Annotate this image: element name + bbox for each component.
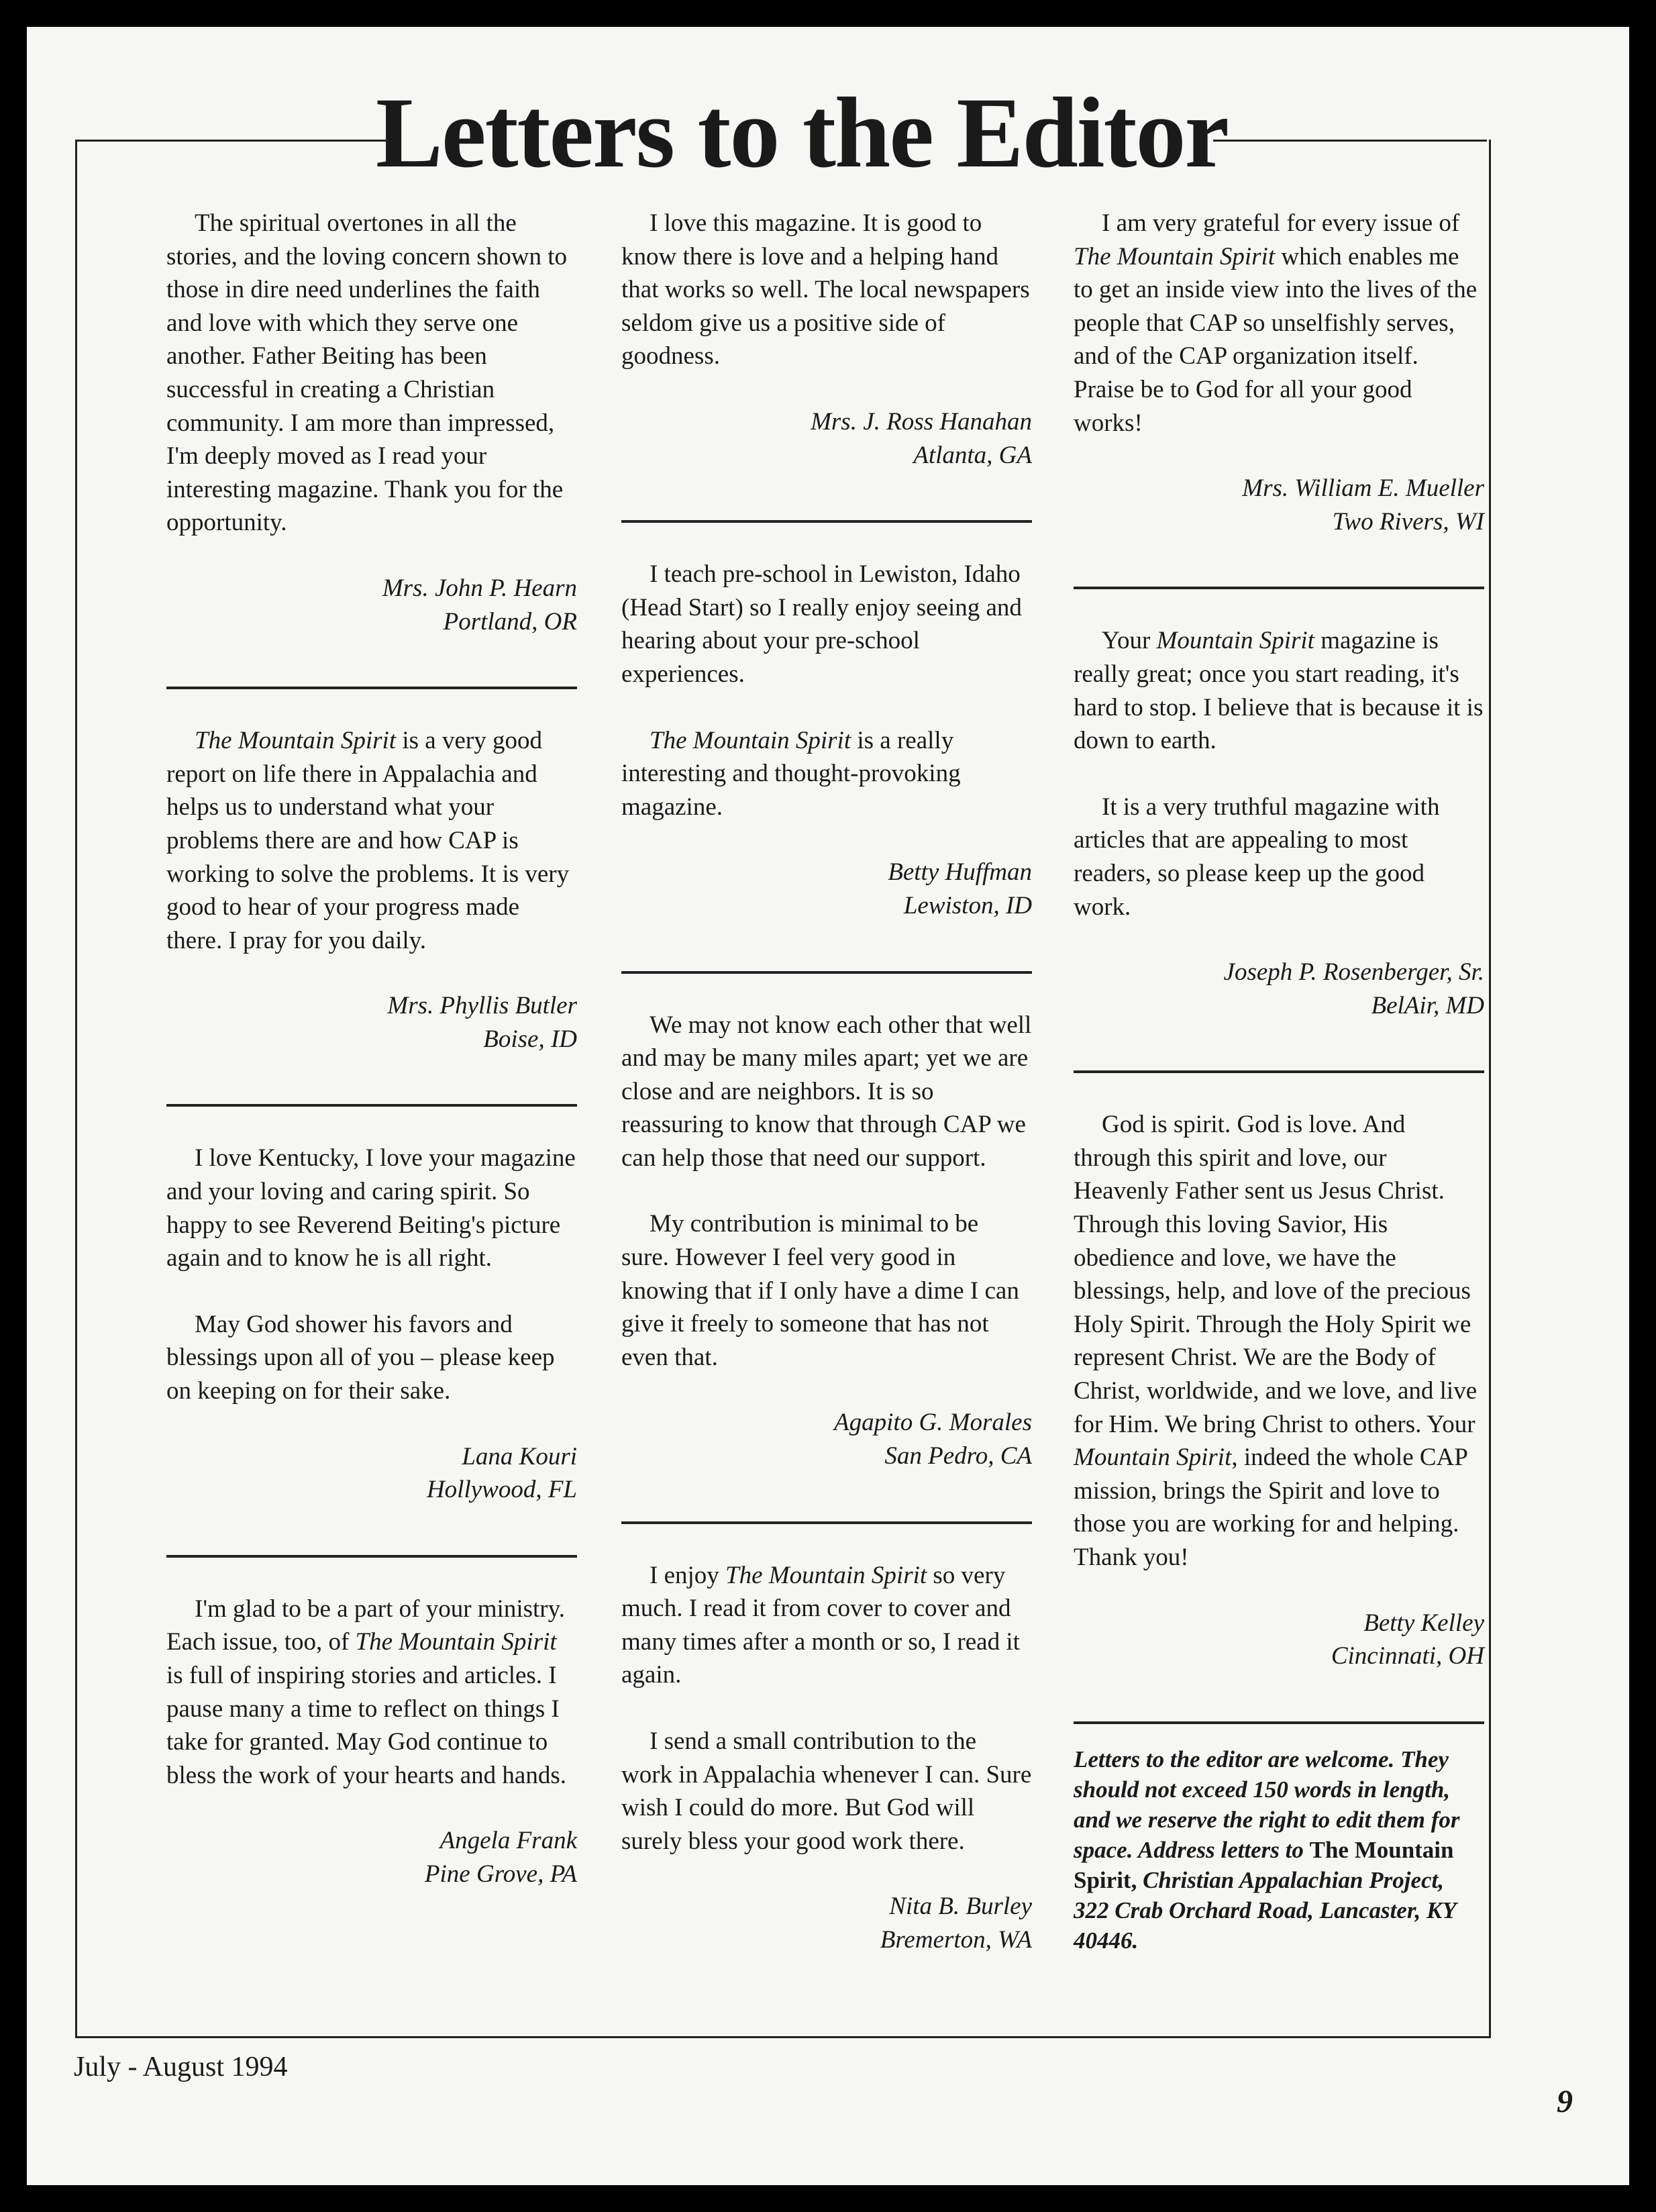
letter-divider	[1074, 1721, 1484, 1724]
signer-name: Nita B. Burley	[889, 1893, 1032, 1921]
signer-location: Two Rivers, WI	[1332, 507, 1484, 536]
signer-name: Betty Huffman	[888, 858, 1032, 887]
letter-divider	[621, 971, 1032, 974]
letter	[1074, 207, 1484, 538]
letter-text: I am very grateful for every issue of The Mountain Spirit which enables me to get an inside view into the lives of the people that CAP so unselfishly serves, and of the CAP organization itself. Praise be to God for all your good works!	[1074, 209, 1478, 437]
signer-location: Pine Grove, PA	[424, 1860, 577, 1888]
signer-location: San Pedro, CA	[884, 1442, 1032, 1470]
signer-name: Joseph P. Rosenberger, Sr.	[1223, 958, 1484, 987]
letter-divider	[166, 687, 577, 689]
letter-divider	[1074, 587, 1484, 589]
letter-signature	[621, 1406, 1032, 1472]
signer-location: Lewiston, ID	[903, 891, 1032, 919]
letter-divider	[166, 1555, 577, 1558]
column-3	[1074, 207, 1484, 1956]
letter-text: I'm glad to be a part of your ministry. Each issue, too, of The Mountain Spirit is full of inspiring stories and articles. I pause many a time to reflect on things I take for granted. May God continue to bless the work of your hearts and hands.	[166, 1595, 566, 1789]
letter	[166, 207, 577, 638]
letter	[166, 1142, 577, 1506]
letter-divider	[166, 1104, 577, 1107]
letter-text: The spiritual overtones in all the stories, and the loving concern shown to those in dire need underlines the faith and love with which they serve one another. Father Beiting has been successful in creating a Christian community. I am more than impressed, I'm deeply moved as I read your interesting magazine. Thank you for the opportunity.	[166, 209, 568, 537]
letter-signature	[1074, 956, 1484, 1022]
letter-text: Your Mountain Spirit magazine is really great; once you start reading, it's hard to stop. I believe that is because it is down to earth.	[1074, 627, 1484, 755]
signer-name: Mrs. Phyllis Butler	[387, 992, 577, 1020]
letter	[621, 558, 1032, 922]
letter-signature	[621, 405, 1032, 472]
page-title: Letters to the Editor	[375, 77, 1229, 189]
column-1	[166, 207, 577, 1891]
letter-signature	[1074, 1607, 1484, 1673]
signer-location: Bremerton, WA	[880, 1925, 1032, 1954]
letter-signature	[621, 1890, 1032, 1956]
signer-location: Hollywood, FL	[426, 1476, 577, 1504]
letter-text: It is a very truthful magazine with articles that are appealing to most readers, so please keep up the good work.	[1074, 793, 1440, 921]
signer-location: Atlanta, GA	[913, 441, 1032, 469]
letter-signature	[166, 989, 577, 1056]
signer-location: Cincinnati, OH	[1331, 1642, 1484, 1670]
letter-text: The Mountain Spirit is a very good report on life there in Appalachia and helps us to understand what your problems there are and how CAP is working to solve the problems. It is very good to hear of your progress made there. I pray for you daily.	[166, 727, 570, 954]
letter-divider	[1074, 1070, 1484, 1073]
signer-name: Betty Kelley	[1363, 1609, 1484, 1637]
letter-signature	[1074, 472, 1484, 538]
letter-divider	[621, 520, 1032, 523]
signer-name: Mrs. J. Ross Hanahan	[811, 407, 1032, 436]
letter-signature	[166, 1440, 577, 1507]
letter-text: I send a small contribution to the work in Appalachia whenever I can. Sure wish I could do more. But God will surely bless your good work there.	[621, 1727, 1032, 1855]
letter-text: My contribution is minimal to be sure. However I feel very good in knowing that if I only have a dime I can give it freely to someone that has not even that.	[621, 1210, 1019, 1371]
letter-text: I teach pre-school in Lewiston, Idaho (Head Start) so I really enjoy seeing and hearing about your pre-school experiences.	[621, 560, 1022, 688]
signer-name: Angela Frank	[439, 1827, 577, 1855]
signer-location: BelAir, MD	[1371, 991, 1484, 1019]
signer-name: Agapito G. Morales	[834, 1409, 1032, 1437]
signer-name: Mrs. William E. Mueller	[1242, 474, 1484, 503]
editor-note: Letters to the editor are welcome. They should not exceed 150 words in length, and we reserve the right to edit them for space. Address letters to The Mountain Spirit, Christian Appalachian Project, 322 Crab Orchard Road, Lancaster, KY 40446.	[1074, 1746, 1460, 1954]
letter-divider	[621, 1521, 1032, 1524]
letter-signature	[166, 1824, 577, 1891]
signer-name: Mrs. John P. Hearn	[382, 574, 577, 602]
letter-text: I love this magazine. It is good to know there is love and a helping hand that works so well. The local newspapers seldom give us a positive side of goodness.	[621, 209, 1030, 370]
column-2	[621, 207, 1032, 1957]
letter-text: God is spirit. God is love. And through this spirit and love, our Heavenly Father sent us Jesus Christ. Through this loving Savior, His obedience and love, we have the blessings, help, and love of the precious Holy Spirit. Through the Holy Spirit we represent Christ. We are the Body of Christ, worldwide, and we love, and live for Him. We bring Christ to others. Your Mountain Spirit, indeed the whole CAP mission, brings the Spirit and love to those you are working for and helping. Thank you!	[1074, 1111, 1478, 1571]
letter-text: I enjoy The Mountain Spirit so very much. I read it from cover to cover and many times after a month or so, I read it again.	[621, 1561, 1020, 1689]
signer-location: Portland, OR	[443, 607, 577, 636]
letter-text: The Mountain Spirit is a really interesting and thought-provoking magazine.	[621, 726, 961, 821]
letter	[1074, 1108, 1484, 1673]
letter-text: May God shower his favors and blessings upon all of you – please keep on keeping on for their sake.	[166, 1310, 555, 1405]
letter	[166, 1593, 577, 1891]
letter	[1074, 624, 1484, 1022]
letter-text: I love Kentucky, I love your magazine and your loving and caring spirit. So happy to see Reverend Beiting's picture again and to know he is all right.	[166, 1144, 576, 1272]
signer-name: Lana Kouri	[462, 1442, 577, 1470]
letter-signature	[621, 856, 1032, 922]
letter-signature	[166, 572, 577, 638]
magazine-page	[27, 27, 1629, 2185]
signer-location: Boise, ID	[483, 1025, 577, 1053]
letter-text: We may not know each other that well and may be many miles apart; yet we are close and are neighbors. It is so reassuring to know that through CAP we can help those that need our support.	[621, 1011, 1032, 1172]
letter	[621, 1559, 1032, 1957]
letter	[621, 207, 1032, 472]
issue-date: July - August 1994	[74, 2052, 288, 2082]
page-number: 9	[1557, 2084, 1573, 2119]
letter	[166, 724, 577, 1056]
letter	[621, 1009, 1032, 1473]
